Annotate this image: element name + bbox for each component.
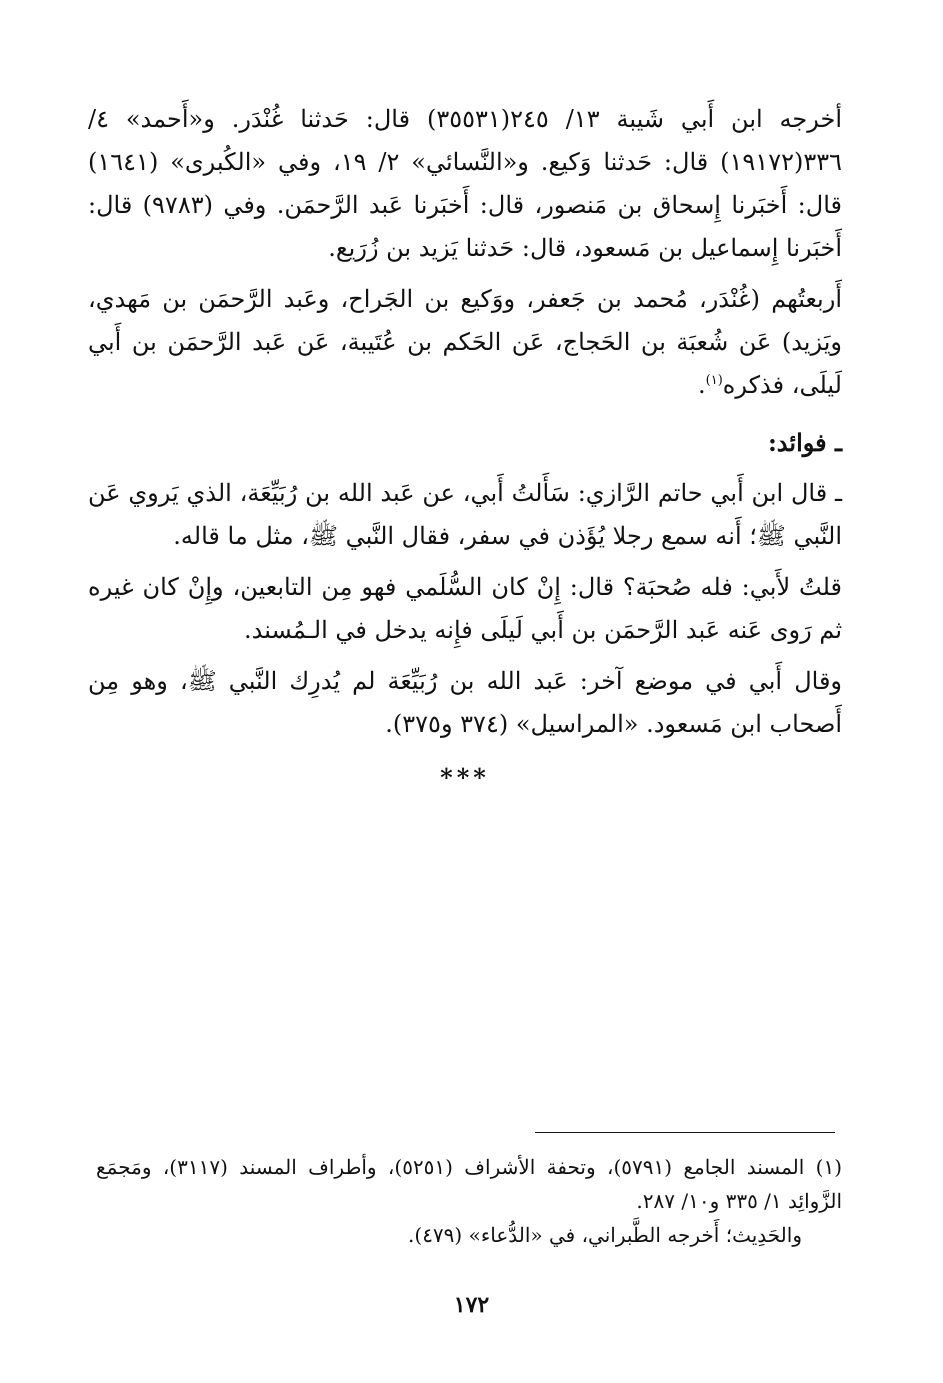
paragraph-4: قلتُ لأَبي: فله صُحبَة؟ قال: إِنْ كان السُّلَمي فهو مِن التابعين، وإِنْ كان غيره ثم رَوى عَنه عَبد الرَّحمَن بن أَبي لَيلَى فإِنه يدخل في الـمُسند. (88, 573, 842, 644)
main-text (88, 98, 842, 799)
footnote-divider (535, 1132, 835, 1133)
paragraph-5: وقال أَبي في موضع آخر: عَبد الله بن رُبَيِّعَة لم يُدرِك النَّبي ﷺ، وهو مِن أَصحاب ابن مَسعود. «المراسيل» (٣٧٤ و٣٧٥). (88, 667, 842, 738)
footnote-1: (١) المسند الجامع (٥٧٩١)، وتحفة الأشراف (٥٢٥١)، وأطراف المسند (٣١١٧)، ومَجمَع الزَّوائِد ١/ ٣٣٥ و١٠/ ٢٨٧. (96, 1155, 842, 1213)
paragraph-2 (88, 278, 842, 407)
page-number: ١٧٢ (453, 1292, 490, 1318)
paragraph-2-text: أَربعتُهم (غُنْدَر، مُحمد بن جَعفر، ووَكيع بن الجَراح، وعَبد الرَّحمَن بن مَهدي، ويَزيد) عَن شُعبَة بن الحَجاج، عَن الحَكم بن عُتَيبة، عَن عَبد الرَّحمَن بن أَبي لَيلَى، فذكره (88, 285, 842, 399)
paragraph-3: ـ قال ابن أَبي حاتم الرَّازي: سَأَلتُ أَبي، عن عَبد الله بن رُبَيِّعَة، الذي يَروي عَن النَّبي ﷺ؛ أَنه سمع رجلا يُؤَذن في سفر، فقال النَّبي ﷺ، مثل ما قاله. (88, 479, 842, 550)
paragraph-2-end: . (698, 371, 706, 399)
paragraph-1: أخرجه ابن أَبي شَيبة ١٣/ ٢٤٥(٣٥٥٣١) قال: حَدثنا غُنْدَر. و«أَحمد» ٤/ ٣٣٦(١٩١٧٢) قال: حَدثنا وَكيع. و«النَّسائي» ٢/ ١٩، وفي «الكُبرى» (١٦٤١) قال: أَخبَرنا إِسحاق بن مَنصور، قال: أَخبَرنا عَبد الرَّحمَن. وفي (٩٧٨٣) قال: أَخبَرنا إِسماعيل بن مَسعود، قال: حَدثنا يَزيد بن زُرَيع. (88, 105, 843, 262)
section-separator: *** (440, 763, 490, 792)
section-heading: ـ فوائد: (767, 428, 842, 457)
footnotes (96, 1150, 842, 1252)
footnote-2: والحَدِيث؛ أَخرجه الطَّبراني، في «الدُّعاء» (٤٧٩). (408, 1223, 802, 1247)
footnote-ref-1[interactable]: (١) (705, 373, 723, 388)
